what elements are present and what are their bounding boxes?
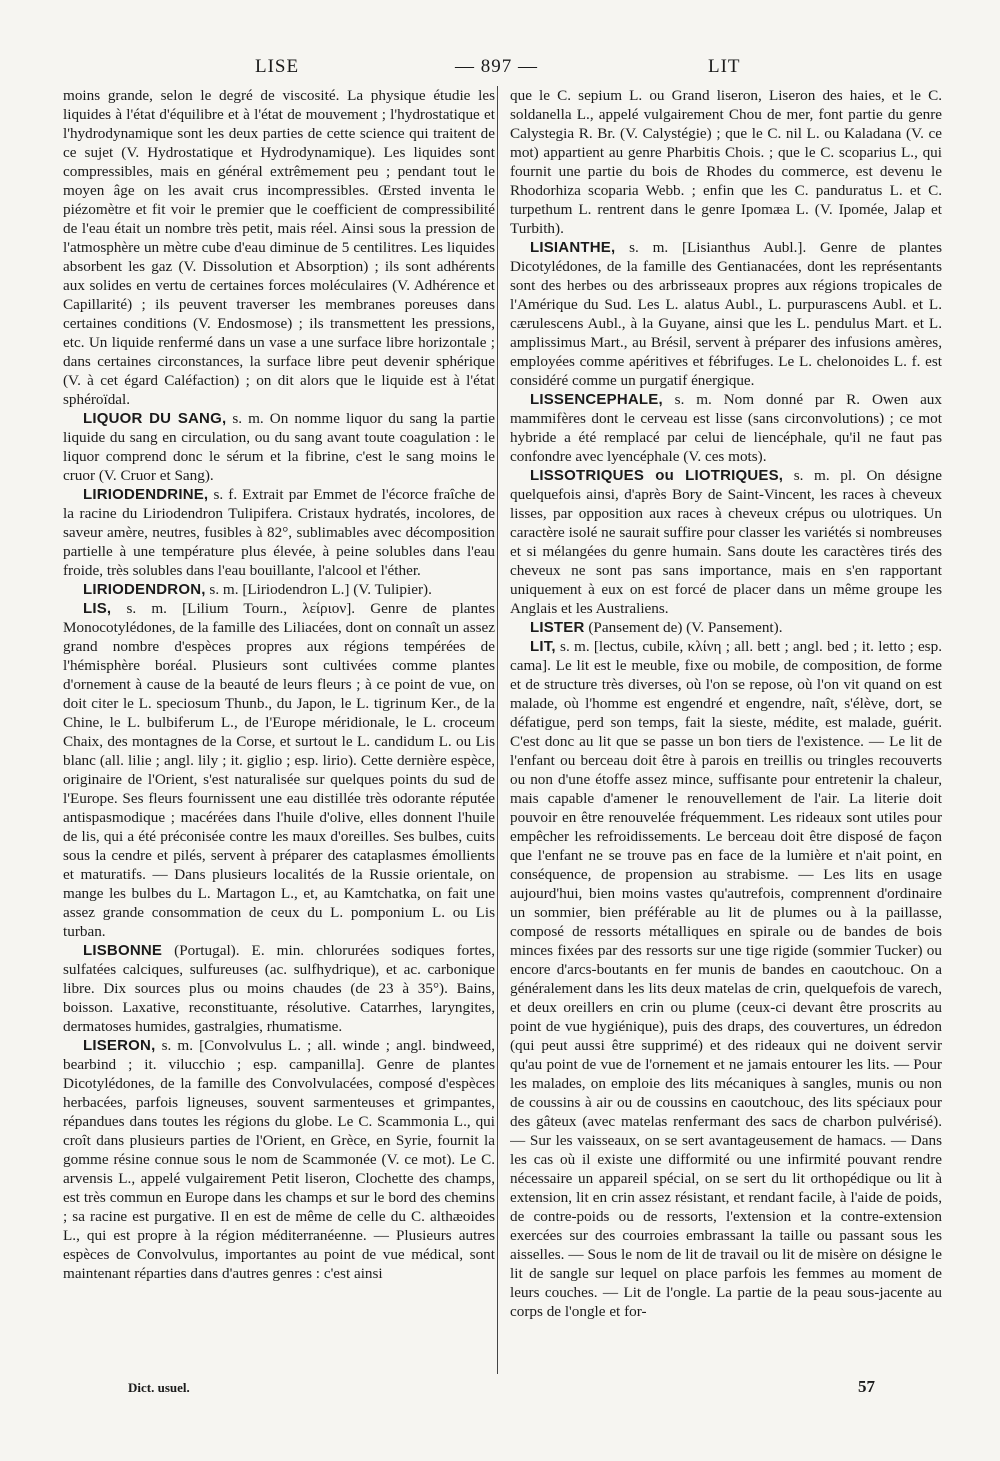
entry-text: s. f. Extrait par Emmet de l'écorce fraîche de la racine du Liriodendron Tulipifera. Cristaux hydratés, incolores, de saveur amère, neutres, fusibles à 82°, sublimables avec décomposition partielle à une température plus élevée, à peine solubles dans l'eau froide, très solubles dans l'eau bouillante, l'alcool et l'éther. xyxy=(63,486,495,579)
sheet-number: 57 xyxy=(858,1377,875,1396)
dictionary-entry xyxy=(510,618,942,637)
entry-text: moins grande, selon le degré de viscosité. La physique étudie les liquides à l'état d'équilibre et à l'état de mouvement ; l'hydrostatique et l'hydrodynamique sont les deux parties de cette science qui traitent de ce sujet (V. Hydrostatique et Hydrodynamique). Les liquides sont compressibles, mais en général extrêmement peu ; pendant tout le moyen âge on les avait crus incompressibles. Œrsted inventa le piézomètre et fit voir le premier que le coefficient de compressibilité de l'eau était un nombre très petit, mais réel. Ainsi sous la pression de l'atmosphère un mètre cube d'eau diminue de 5 centilitres. Les liquides absorbent les gaz (V. Dissolution et Absorption) ; ils sont adhérents aux solides en vertu de certaines forces moléculaires (V. Adhérence et Capillarité) ; ils peuvent traverser les membranes poreuses dans certaines conditions (V. Endosmose) ; ils transmettent les pressions, etc. Un liquide renfermé dans un vase a une surface libre horizontale ; dans certaines circonstances, la surface libre peut devenir sphérique (V. à cet égard Caléfaction) ; on dit alors que le liquide est à l'état sphéroïdal. xyxy=(63,87,495,408)
entry-headword: LISERON, xyxy=(83,1037,156,1054)
dictionary-entry xyxy=(63,941,495,1036)
entry-headword: LISSOTRIQUES ou LIOTRIQUES, xyxy=(530,467,784,484)
dictionary-entry xyxy=(63,485,495,580)
entry-text: s. m. [lectus, cubile, κλίνη ; all. bett ; angl. bed ; it. letto ; esp. cama]. Le lit est le meuble, fixe ou mobile, de composition, de forme et de structure très diverses, où l'on se repose, où l'on vit quand on est malade, où l'homme est engendré et engendre, naît, s'élève, dort, se défatigue, perd son temps, fait la sieste, médite, est malade, guérit. C'est donc au lit que se passe un bon tiers de l'existence. — Le lit de l'enfant ou berceau doit être à parois en treillis ou tringles recouverts ou non d'une étoffe assez mince, suffisante pour entretenir la chaleur, mais capable d'amener le renouvellement de l'air. La literie doit pouvoir en être renouvelée fréquemment. Les rideaux sont utiles pour empêcher les refroidissements. Le berceau doit être disposé de façon que l'enfant ne se trouve pas en face de la lumière et n'ait point, en conséquence, de propension au strabisme. — Les lits en usage aujourd'hui, bien moins vastes qu'autrefois, comprennent d'ordinaire un sommier, bien préférable au lit de plumes ou à la paillasse, composé de ressorts métalliques en spirale ou de bandes de bois minces fixées par des ressorts sur une tige rigide (sommier Tucker) ou encore d'arcs-boutants en fer munis de bandes en caoutchouc. On a généralement dans les lits deux matelas de crin, quelquefois de varech, et deux oreillers en crin ou plume (ceux-ci devant être proscrits au point de vue hygiénique), puis des draps, des couvertures, un édredon (qui peut aussi être supprimé) et des rideaux qui ne doivent servir qu'au point de vue de l'ornement et ne jamais entourer les lits. — Pour les malades, on emploie des lits mécaniques à sangles, munis ou non de coussins à air ou de coussins en caoutchouc, des lits spéciaux pour des gâteux (avec matelas renfermant des sacs de charbon pulvérisé). — Sur les vaisseaux, on se sert avantageusement de hamacs. — Dans les cas où il existe une difformité ou une infirmité pouvant rendre nécessaire un appareil spécial, on se sert du lit orthopédique ou lit à extension, lit en crin assez résistant, et rendant facile, à l'aide de poids, de contre-poids ou de ressorts, l'extension et la contre-extension exercées sur des courroies embrassant la taille ou passant sous les aisselles. — Sous le nom de lit de travail ou lit de misère on désigne le lit de sangle sur lequel on place parfois les femmes au moment de leurs couches. — Lit de l'ongle. La partie de la peau sous-jacente au corps de l'ongle et for- xyxy=(510,638,942,1320)
page-number: — 897 — xyxy=(455,56,538,77)
entry-headword: LIRIODENDRINE, xyxy=(83,486,209,503)
entry-text: s. m. [Convolvulus L. ; all. winde ; angl. bindweed, bearbind ; it. vilucchio ; esp. campanilla]. Genre de plantes Dicotylédones, de la famille des Convolvulacées, composé d'espèces herbacées, parfois ligneuses, souvent sarmenteuses et grimpantes, répandues dans toutes les régions du globe. Le C. Scammonia L., qui croît dans plusieurs parties de l'Orient, en Grèce, en Syrie, fournit la gomme résine connue sous le nom de Scammonée (V. ce mot). Le C. arvensis L., appelé vulgairement Petit liseron, Clochette des champs, est très commun en Europe dans les champs et sur le bord des chemins ; sa racine est purgative. Il en est de même de celle du C. althæoides L., qui est propre à la région méditerranéenne. — Plusieurs autres espèces de Convolvulus, importantes au point de vue médical, sont maintenant réparties dans d'autres genres : c'est ainsi xyxy=(63,1037,495,1282)
running-head-left: LISE xyxy=(255,56,300,77)
entry-text: (Pansement de) (V. Pansement). xyxy=(584,619,783,636)
dictionary-entry xyxy=(63,409,495,485)
entry-headword: LISIANTHE, xyxy=(530,239,616,256)
entry-headword: LISTER xyxy=(530,619,585,636)
running-head-right: LIT xyxy=(708,56,741,77)
printer-signature: Dict. usuel. xyxy=(128,1380,190,1395)
dictionary-entry xyxy=(510,637,942,1321)
dictionary-entry xyxy=(63,580,495,599)
continued-text xyxy=(63,86,495,409)
entry-headword: LIQUOR DU SANG, xyxy=(83,410,227,427)
entry-text: s. m. Nom donné par R. Owen aux mammifères dont le cerveau est lisse (sans circonvolutions) ; ce mot hybride a été remplacé par celui de liencéphale, qu'il ne faut pas confondre avec lyencéphale (V. ces mots). xyxy=(510,391,942,465)
column-divider xyxy=(497,86,498,1374)
entry-text: s. m. pl. On désigne quelquefois ainsi, d'après Bory de Saint-Vincent, les races à cheveux lisses, par opposition aux races à cheveux crépus ou ulotriques. Un caractère isolé ne saurait suffire pour classer les variétés si nombreuses et si mélangées du genre humain. Sans doute les caractères tirés des cheveux ne sont pas sans importance, mais en s'en rapportant uniquement à eux on est forcé de placer dans un même groupe les Anglais et les Australiens. xyxy=(510,467,942,617)
dictionary-entry xyxy=(510,390,942,466)
entry-headword: LIS, xyxy=(83,600,112,617)
right-column xyxy=(510,86,942,1376)
entry-headword: LIT, xyxy=(530,638,556,655)
dictionary-entry xyxy=(510,238,942,390)
entry-text: (Portugal). E. min. chlorurées sodiques fortes, sulfatées calciques, sulfureuses (ac. sulfhydrique), et ac. carbonique libre. Dix sources plus ou moins chaudes (de 23 à 35°). Bains, boisson. Laxative, reconstituante, résolutive. Catarrhes, laryngites, dermatoses humides, gastralgies, rhumatisme. xyxy=(63,942,495,1035)
continued-text xyxy=(510,86,942,238)
dictionary-entry xyxy=(63,1036,495,1283)
entry-headword: LISSENCEPHALE, xyxy=(530,391,663,408)
dictionary-entry xyxy=(63,599,495,941)
left-column xyxy=(63,86,495,1376)
dictionary-entry xyxy=(510,466,942,618)
entry-text: s. m. [Lilium Tourn., λείριον]. Genre de plantes Monocotylédones, de la famille des Liliacées, dont on connaît un assez grand nombre d'espèces propres aux régions tempérées de l'hémisphère boréal. Plusieurs sont cultivées comme plantes d'ornement à cause de la beauté de leurs fleurs ; à ce point de vue, on doit citer le L. speciosum Thunb., du Japon, le L. tigrinum Ker., de la Chine, le L. bulbiferum L., de l'Europe méridionale, le L. croceum Chaix, des montagnes de la Corse, et surtout le L. candidum L. ou Lis blanc (all. lilie ; angl. lily ; it. giglio ; esp. lirio). Cette dernière espèce, originaire de l'Orient, s'est naturalisée sur quelques points du sud de l'Europe. Ses fleurs fournissent une eau distillée très odorante réputée antispasmodique ; macérées dans l'huile d'olive, elles donnent l'huile de lis, qui a été préconisée contre les maux d'oreilles. Ses bulbes, cuits sous la cendre et pilés, servent à préparer des cataplasmes émollients et maturatifs. — Dans plusieurs localités de la Russie orientale, on mange les bulbes du L. Martagon L., et, au Kamtchatka, on fait une assez grande consommation de ceux du L. pomponium L. ou Lis turban. xyxy=(63,600,495,940)
entry-text: s. m. [Lisianthus Aubl.]. Genre de plantes Dicotylédones, de la famille des Gentianacées, dont les représentants sont des herbes ou des arbrisseaux propres aux régions tropicales de l'Amérique du Sud. Les L. alatus Aubl., L. purpurascens Aubl. et L. cærulescens Aubl., à la Guyane, ainsi que les L. pendulus Mart. et L. amplissimus Mart., au Brésil, servent à préparer des infusions amères, employées comme apéritives et fébrifuges. Le L. chelonoides L. f. est considéré comme un purgatif énergique. xyxy=(510,239,942,389)
entry-headword: LIRIODENDRON, xyxy=(83,581,206,598)
entry-headword: LISBONNE xyxy=(83,942,163,959)
entry-text: que le C. sepium L. ou Grand liseron, Liseron des haies, et le C. soldanella L., appelé vulgairement Chou de mer, font partie du genre Calystegia R. Br. (V. Calystégie) ; que le C. nil L. ou Kaladana (V. ce mot) appartient au genre Pharbitis Chois. ; que le C. scoparius L., qui fournit une partie du bois de Rhodes du commerce, est devenu le Rhodorhiza scoparia Webb. ; enfin que les C. panduratus L. et C. turpethum L. rentrent dans le genre Ipomæa L. (V. Ipomée, Jalap et Turbith). xyxy=(510,87,942,237)
entry-text: s. m. [Liriodendron L.] (V. Tulipier). xyxy=(205,581,432,598)
entry-text: s. m. On nomme liquor du sang la partie liquide du sang en circulation, ou du sang avant toute coagulation : le liquor comprend donc le sérum et la fibrine, c'est le sang moins le cruor (V. Cruor et Sang). xyxy=(63,410,495,484)
